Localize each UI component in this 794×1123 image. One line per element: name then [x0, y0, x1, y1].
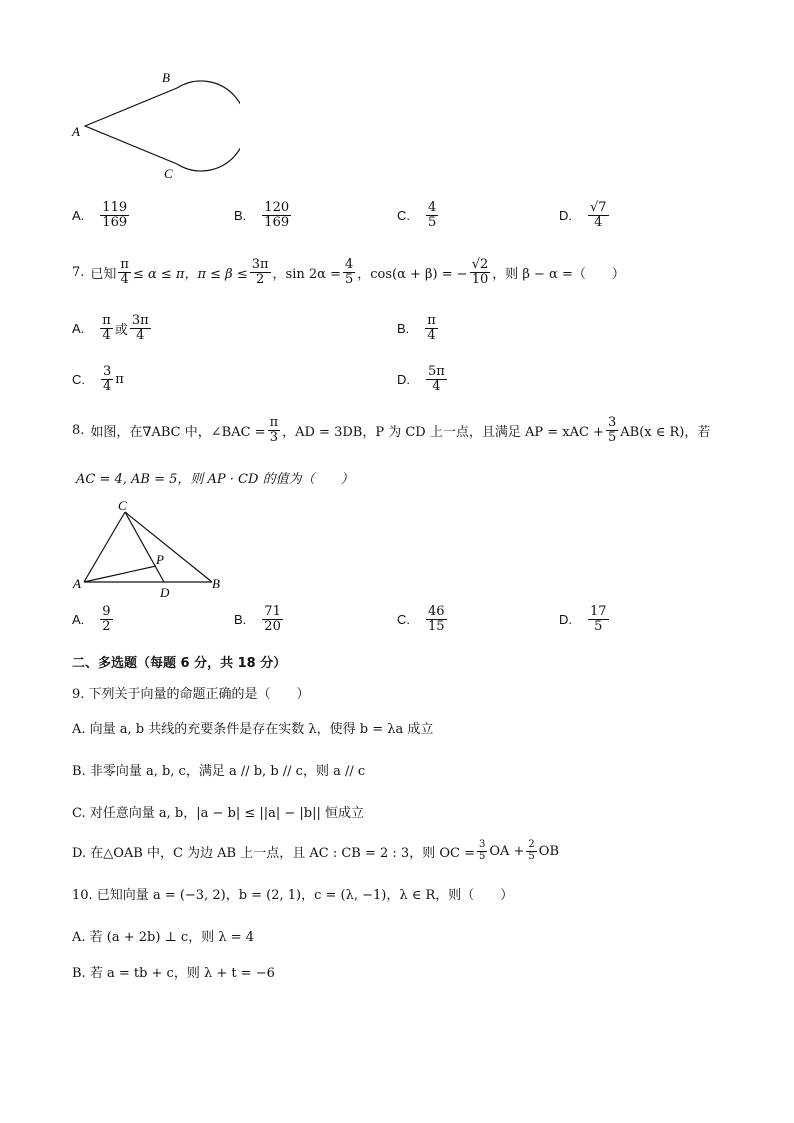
point-label-d: D	[160, 585, 170, 600]
q7-fraction-3: $\frac{4}{5}$	[344, 257, 354, 287]
q9-option-c[interactable]: C. 对任意向量 a, b，|a − b| ≤ ||a| − |b|| 恒成立	[72, 806, 365, 821]
q9-option-d-text: D. 在△OAB 中，C 为边 AB 上一点，且 AC : CB = 2 : 3，则 OC =	[72, 845, 475, 861]
q8-option-d[interactable]	[559, 605, 611, 633]
point-label-a: A	[73, 576, 81, 591]
q7-text-a: 已知	[90, 266, 117, 282]
option-label: C.	[397, 611, 410, 627]
q7-stem	[72, 258, 625, 286]
q7-text-e: ，则 β − α =（ ）	[492, 266, 625, 282]
question-number: 8.	[72, 422, 85, 438]
q9-option-d-fraction-1: $\frac{3}{5}$	[478, 839, 486, 862]
segment-ac	[84, 512, 125, 582]
q9-option-d-mid: OA +	[489, 843, 525, 859]
q6-option-c[interactable]	[397, 201, 440, 229]
q7-option-b[interactable]	[397, 314, 440, 342]
option-fraction: $\frac{119}{169}$	[102, 200, 128, 230]
option-fraction: $\frac{\pi}{4}$	[427, 313, 436, 343]
option-fraction: $\frac{9}{2}$	[102, 604, 111, 634]
option-label: A.	[72, 207, 85, 223]
point-label-c: C	[118, 498, 127, 513]
option-fraction: $\frac{120}{169}$	[264, 200, 290, 230]
option-label: A.	[72, 611, 85, 627]
option-label: A.	[72, 320, 85, 336]
q6-option-a[interactable]	[72, 201, 131, 229]
option-fraction: $\frac{46}{15}$	[428, 604, 445, 634]
option-label: C.	[72, 371, 85, 387]
option-label: B.	[234, 207, 247, 223]
option-fraction: $\frac{\pi}{4}$	[102, 313, 111, 343]
option-label: B.	[234, 611, 247, 627]
q9-option-a[interactable]: A. 向量 a, b 共线的充要条件是存在实数 λ，使得 b = λa 成立	[72, 722, 434, 737]
option-fraction: $\frac{3\pi}{4}$	[131, 313, 149, 343]
q7-text-b: ≤ α ≤ π，π ≤ β ≤	[132, 266, 248, 282]
q8-option-c[interactable]	[397, 605, 449, 633]
point-label-a: A	[72, 124, 80, 139]
q7-text-c: ，sin 2α =	[272, 266, 341, 282]
q7-fraction-4: $\frac{√2}{10}$	[471, 257, 489, 287]
q7-option-d[interactable]	[397, 365, 449, 393]
q8-fraction-2: $\frac{3}{5}$	[607, 415, 617, 445]
q8-text-b: ，AD = 3DB，P 为 CD 上一点，且满足 AP = xAC +	[282, 424, 604, 440]
q8-stem-line-1	[72, 416, 710, 444]
q8-stem-line-2	[76, 468, 354, 487]
point-label-b: B	[212, 576, 220, 591]
question-number: 7.	[72, 264, 85, 280]
teardrop-outline	[85, 81, 240, 171]
option-text-pi: π	[115, 371, 124, 387]
q6-option-d[interactable]	[559, 201, 611, 229]
figure-triangle-abc	[70, 498, 230, 600]
q8-option-b[interactable]	[234, 605, 285, 633]
option-label: B.	[397, 320, 410, 336]
q6-option-b[interactable]	[234, 201, 293, 229]
q7-option-c[interactable]	[72, 365, 124, 393]
q9-option-d-tail: OB	[538, 843, 560, 859]
option-fraction: $\frac{3}{4}$	[103, 364, 112, 394]
q9-stem: 9. 下列关于向量的命题正确的是（ ）	[72, 687, 310, 702]
q8-fraction-1: $\frac{\pi}{3}$	[269, 415, 279, 445]
point-label-c: C	[164, 166, 173, 181]
option-fraction: $\frac{5\pi}{4}$	[428, 364, 445, 394]
option-label: D.	[559, 611, 572, 627]
q8-option-a[interactable]	[72, 605, 115, 633]
q9-option-d[interactable]	[72, 840, 559, 862]
q10-option-b[interactable]: B. 若 a = tb + c，则 λ + t = −6	[72, 966, 275, 981]
segment-ap	[84, 566, 156, 582]
q10-option-a[interactable]: A. 若 (a + 2b) ⊥ c，则 λ = 4	[72, 930, 255, 945]
q7-fraction-2: $\frac{3\pi}{2}$	[251, 257, 269, 287]
segment-cb	[125, 512, 212, 582]
point-label-p: P	[156, 552, 164, 567]
point-label-b: B	[162, 70, 170, 85]
section-heading: 二、多选题（每题 6 分，共 18 分）	[72, 656, 287, 671]
q7-text-d: ，cos(α + β) = −	[357, 266, 468, 282]
option-label: D.	[559, 207, 572, 223]
q8-text-c: AB(x ∈ R)，若	[620, 424, 711, 440]
option-label: C.	[397, 207, 410, 223]
option-label: D.	[397, 371, 410, 387]
q9-option-b[interactable]: B. 非零向量 a, b, c，满足 a // b, b // c，则 a // c	[72, 764, 366, 779]
q7-fraction-1: $\frac{\pi}{4}$	[120, 257, 129, 287]
q8-text-line-2: AC = 4, AB = 5，则 AP · CD 的值为（ ）	[76, 472, 354, 487]
option-fraction: $\frac{71}{20}$	[264, 604, 281, 634]
q10-stem: 10. 已知向量 a = (−3, 2)，b = (2, 1)，c = (λ, −1)，λ ∈ R，则（ ）	[72, 888, 514, 903]
q9-option-d-fraction-2: $\frac{2}{5}$	[528, 839, 535, 862]
q7-option-a[interactable]	[72, 314, 153, 342]
figure-abc-teardrop	[60, 62, 240, 192]
option-fraction: $\frac{17}{5}$	[590, 604, 607, 634]
option-fraction: $\frac{4}{5}$	[428, 200, 437, 230]
q8-text-a: 如图，在∇ABC 中，∠BAC =	[90, 424, 266, 440]
option-text-or: 或	[114, 322, 128, 338]
option-fraction: $\frac{√7}{4}$	[590, 200, 607, 230]
